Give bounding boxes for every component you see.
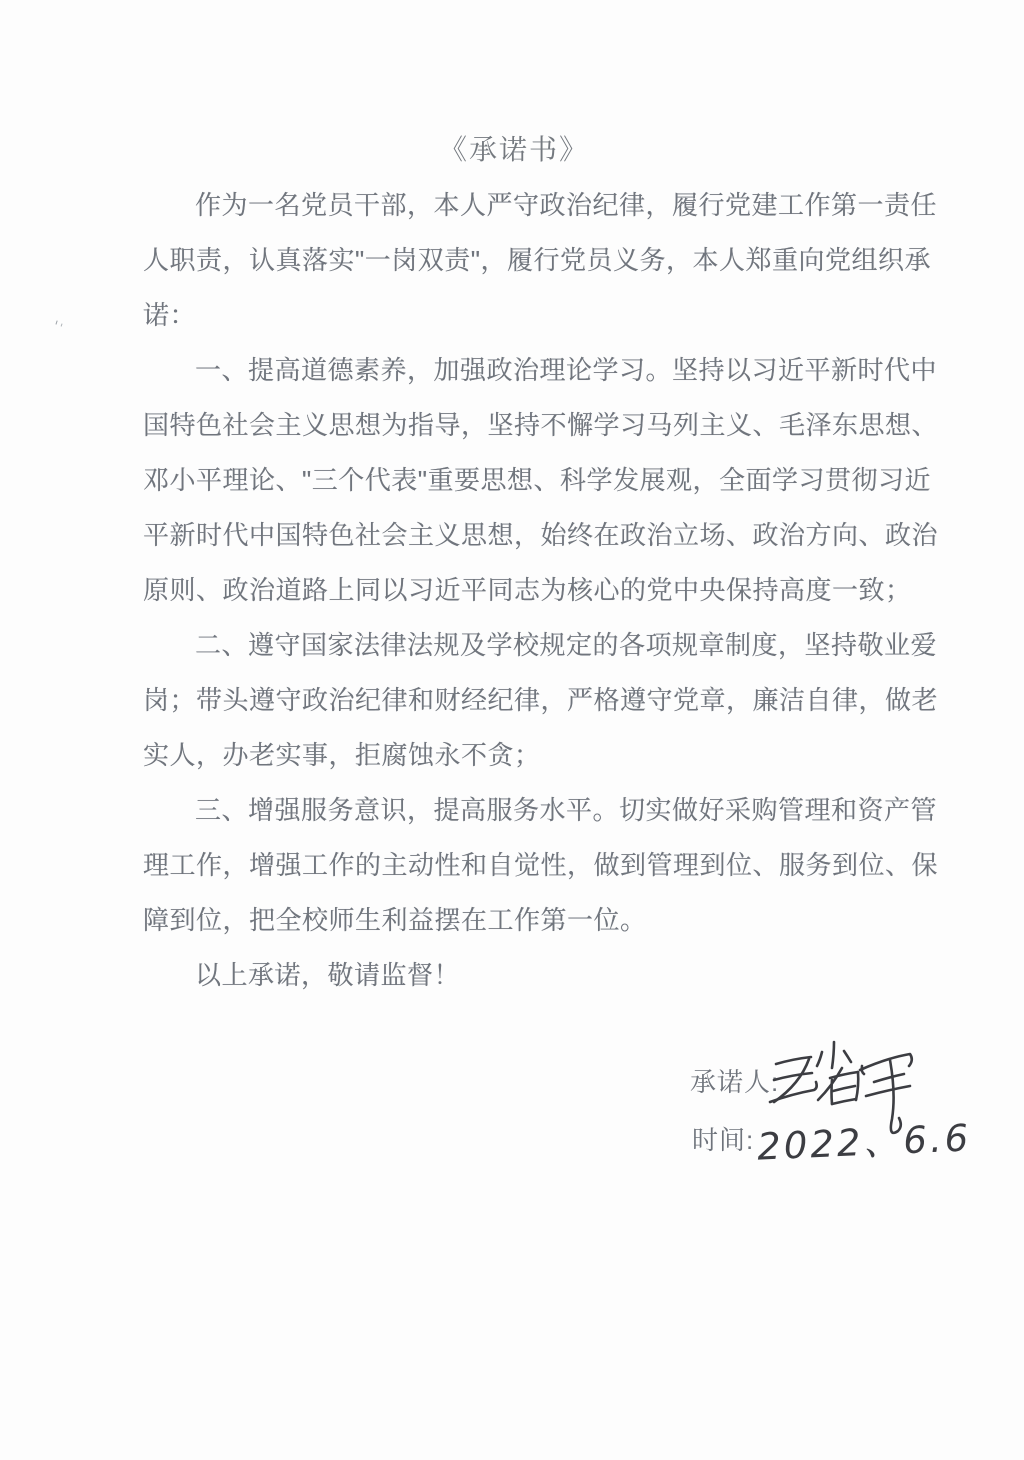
body-line: 邓小平理论、"三个代表"重要思想、科学发展观，全面学习贯彻习近 — [143, 465, 931, 495]
body-line: 国特色社会主义思想为指导，坚持不懈学习马列主义、毛泽东思想、 — [143, 410, 939, 440]
body-line: 作为一名党员干部，本人严守政治纪律，履行党建工作第一责任 — [195, 190, 938, 220]
body-line: 障到位，把全校师生利益摆在工作第一位。 — [143, 905, 647, 935]
date-handwriting: 2022、6.6 — [756, 1116, 973, 1169]
body-line: 三、增强服务意识，提高服务水平。切实做好采购管理和资产管 — [195, 795, 938, 825]
document-title: 《承诺书》 — [438, 134, 589, 165]
document-body — [143, 178, 939, 1003]
date-label: 时间: — [692, 1125, 755, 1155]
body-line: 诺： — [143, 300, 197, 330]
signer-label: 承诺人: — [690, 1067, 780, 1097]
body-line: 平新时代中国特色社会主义思想，始终在政治立场、政治方向、政治 — [143, 520, 939, 550]
scan-artifact-mark — [56, 321, 66, 329]
body-line: 人职责，认真落实"一岗双责"，履行党员义务，本人郑重向党组织承 — [143, 245, 931, 275]
body-line: 实人，办老实事，拒腐蚀永不贪； — [143, 740, 541, 770]
body-line: 二、遵守国家法律法规及学校规定的各项规章制度，坚持敬业爱 — [195, 630, 938, 660]
body-line: 岗；带头遵守政治纪律和财经纪律，严格遵守党章，廉洁自律，做老 — [143, 685, 939, 715]
body-line: 一、提高道德素养，加强政治理论学习。坚持以习近平新时代中 — [195, 355, 938, 385]
body-line: 原则、政治道路上同以习近平同志为核心的党中央保持高度一致； — [143, 575, 912, 605]
body-line: 以上承诺，敬请监督！ — [195, 960, 461, 990]
body-line: 理工作，增强工作的主动性和自觉性，做到管理到位、服务到位、保 — [143, 850, 939, 880]
